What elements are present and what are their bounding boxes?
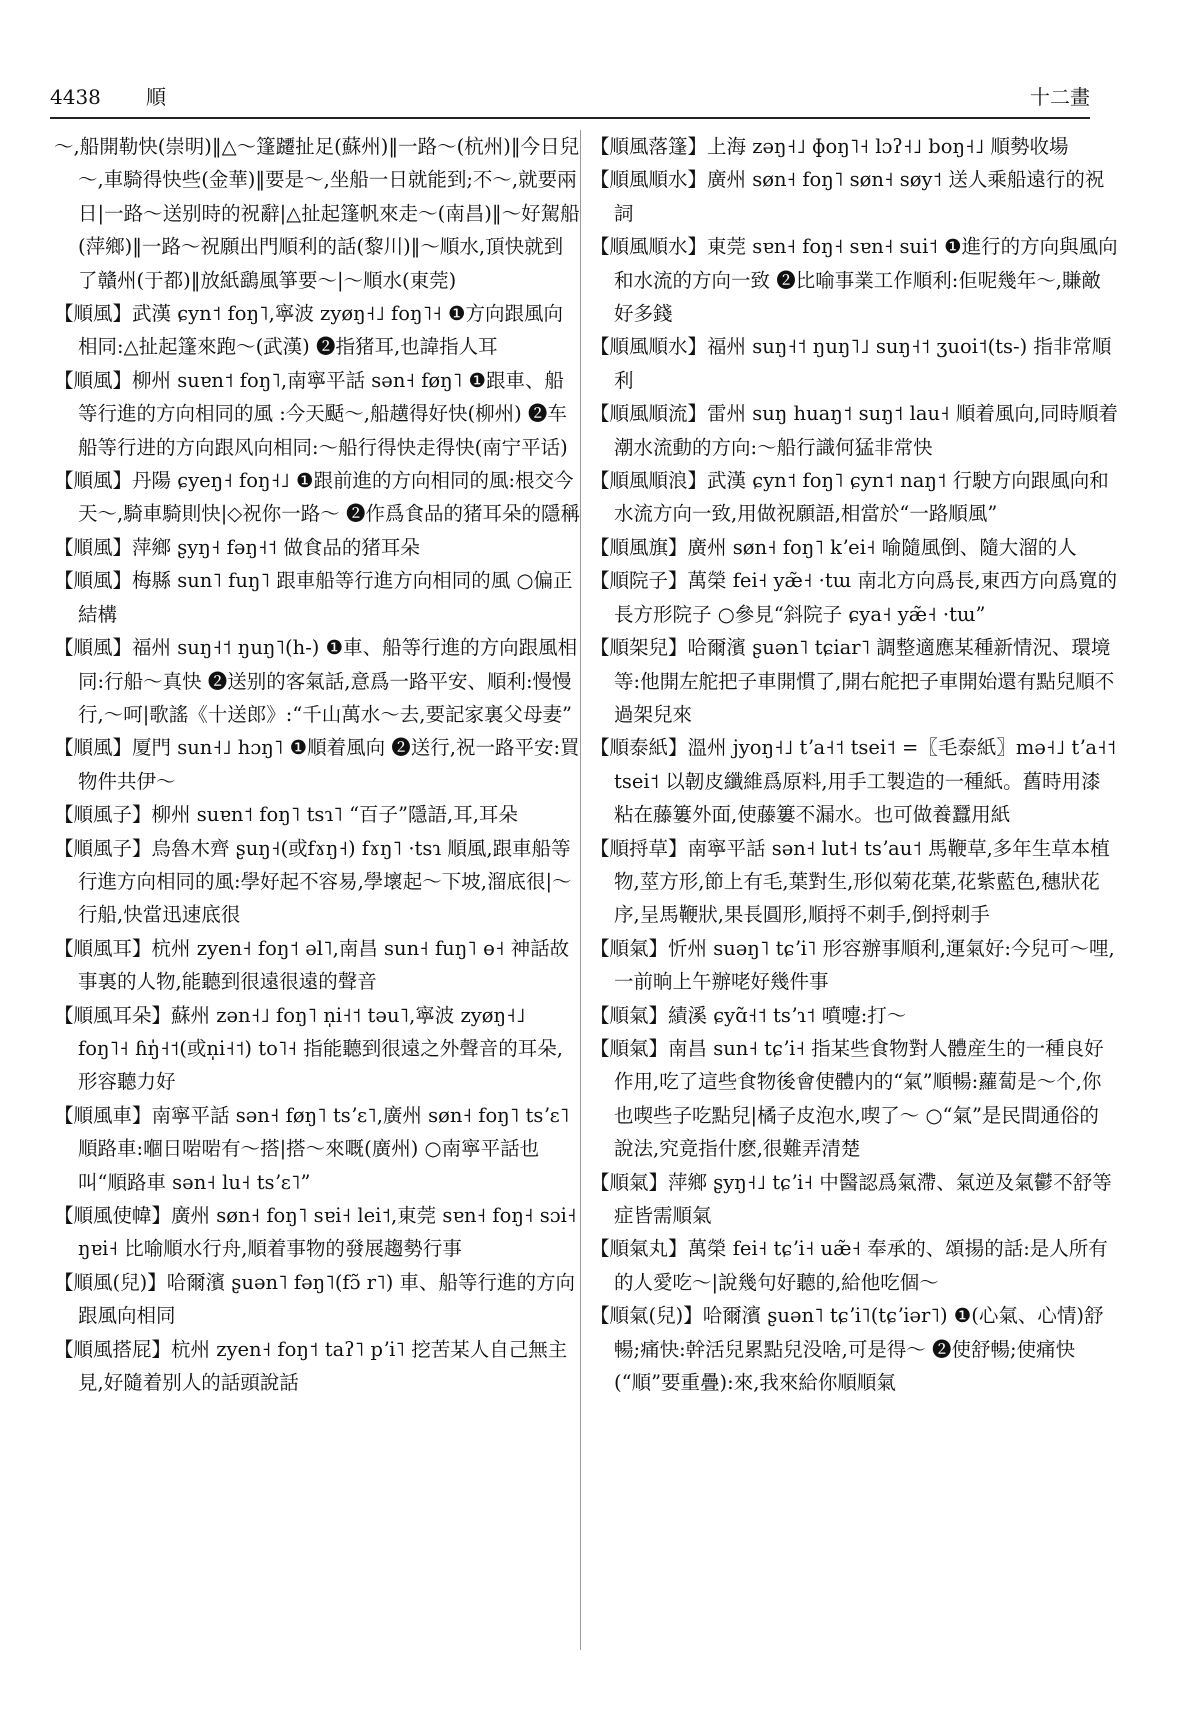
dictionary-entry: 【順氣(兒)】哈爾濱 ʂuən˥ tɕʼi˥(tɕʼiər˥) ❶(心氣、心情)舒暢;痛快:幹活兒累點兒没啥,可是得～ ❷使舒暢;使痛快(“順”要重疊):來,我來給你順順氣: [590, 1304, 1104, 1395]
dictionary-entry: 【順氣】績溪 ɕyɑ̃˧˦ tsʼɿ˦ 噴嚏:打～: [590, 1003, 907, 1027]
dictionary-entry: 【順風】萍鄉 ʂyŋ˧ fəŋ˧˦ 做食品的猪耳朵: [54, 535, 420, 559]
dictionary-entry: 【順風順水】廣州 søn˧ foŋ˥ søn˧ søy˦ 送人乘船遠行的祝詞: [590, 168, 1105, 225]
dictionary-entry: 【順氣】南昌 sun˧ tɕʼi˧ 指某些食物對人體産生的一種良好作用,吃了這些食物後會使體内的“氣”順暢:蘿蔔是～个,你也喫些子吃點兒|橘子皮泡水,喫了～ ○“氣”是民間通俗的說法,究竟指什麽,很難弄清楚: [590, 1036, 1104, 1161]
section-label: 十二畫: [1030, 85, 1090, 109]
dictionary-entry: 【順風】武漢 ɕyn˦ foŋ˥,寧波 zyøŋ˧˩ foŋ˥˧ ❶方向跟風向相同:△扯起篷來跑～(武漢) ❷指猪耳,也諱指人耳: [54, 302, 563, 359]
dictionary-entry: 【順風子】柳州 suɐn˦ foŋ˥ tsɿ˥ “百子”隱語,耳,耳朵: [54, 803, 518, 827]
dictionary-entry: 【順風旗】廣州 søn˧ foŋ˥ kʼei˧ 喻隨風倒、隨大溜的人: [590, 535, 1077, 559]
dictionary-entry: 【順泰紙】溫州 jyoŋ˧˩ tʼa˧˦ tsei˦ =〖毛泰紙〗mə˧˩ tʼa˧˦ tsei˦ 以韌皮纖維爲原料,用手工製造的一種紙。舊時用漆粘在藤簍外面,使藤簍不漏水。也可做養蠶用紙: [590, 736, 1117, 827]
dictionary-entry: 【順架兒】哈爾濱 ʂuən˥ tɕiar˥ 調整適應某種新情況、環境等:他開左舵把子車開慣了,開右舵把子車開始還有點兒順不過架兒來: [590, 636, 1115, 726]
dictionary-entry: 【順風車】南寧平話 sən˧ føŋ˥ tsʼɛ˥,廣州 søn˧ foŋ˥ tsʼɛ˥ 順路車:嗰日啱啱有～搭|搭～來嘅(廣州) ○南寧平話也叫“順路車 sən˧ lu˧ tsʼɛ˥”: [54, 1103, 570, 1194]
dictionary-entry: 【順風順流】雷州 suŋ huaŋ˦ suŋ˦ lau˧ 順着風向,同時順着潮水流動的方向:～船行識何猛非常快: [590, 402, 1119, 459]
dictionary-entry: 【順氣】萍鄉 ʂyŋ˧˩ tɕʼi˧ 中醫認爲氣滯、氣逆及氣鬱不舒等症皆需順氣: [590, 1170, 1112, 1227]
dictionary-entry: 【順風耳】杭州 zyen˧ foŋ˦ əl˥,南昌 sun˧ fuŋ˥ ɵ˧ 神話故事裏的人物,能聽到很遠很遠的聲音: [54, 936, 570, 994]
dictionary-entry: 【順捋草】南寧平話 sən˧ lut˧ tsʼau˦ 馬鞭草,多年生草本植物,莖方形,節上有毛,葉對生,形似菊花葉,花紫藍色,穗狀花序,呈馬鞭狀,果長圓形,順捋不刺手,倒捋刺手: [590, 836, 1110, 927]
page-number: 4438: [50, 85, 101, 109]
dictionary-entry: 【順風子】烏魯木齊 ʂuŋ˧(或fɤŋ˧) fɤŋ˥ ·tsɿ 順風,跟車船等行進方向相同的風:學好起不容易,學壞起～下坡,溜底很|～行船,快當迅速底很: [54, 836, 572, 927]
page-header: [50, 80, 1090, 114]
dictionary-entry: 【順風】丹陽 ɕyeŋ˧ foŋ˧˩ ❶跟前進的方向相同的風:根交今天～,騎車騎則快|◇祝你一路～ ❷作爲食品的猪耳朵的隱稱: [54, 469, 580, 526]
dictionary-entry: 【順氣】忻州 suəŋ˥ tɕʼi˥ 形容辦事順利,運氣好:今兒可～哩,一前晌上午辦咾好幾件事: [590, 936, 1115, 994]
page-title: 順: [146, 85, 166, 109]
dictionary-entry: 【順風搭屁】杭州 zyen˧ foŋ˦ taʔ˥ pʼi˥ 挖苦某人自己無主見,好隨着别人的話頭說話: [54, 1337, 568, 1395]
dictionary-entry: 【順風耳朵】蘇州 zən˧˩ foŋ˥ n̩i˧˦ təu˥,寧波 zyøŋ˧˩ foŋ˥˧ ɦŋ̍˧˦(或n̩i˧˦) to˥˧ 指能聽到很遠之外聲音的耳朵,形容聽力好: [54, 1003, 563, 1094]
column-divider: [580, 130, 581, 1650]
dictionary-entry: 【順風使幃】廣州 søn˧ foŋ˥ sɐi˧ lei˦,東莞 sɐn˧ foŋ˧ sɔi˧ ŋɐi˧ 比喻順水行舟,順着事物的發展趨勢行事: [54, 1204, 577, 1261]
dictionary-entry: 【順風】福州 suŋ˧˦ ŋuŋ˥(h-) ❶車、船等行進的方向跟風相同:行船～真快 ❷送别的客氣話,意爲一路平安、順利:慢慢行,～呵|歌謠《十送郎》:“千山萬水～去,要記家裏父母妻”: [54, 636, 578, 726]
dictionary-entry: 【順風順水】東莞 sɐn˧ foŋ˧ sɐn˧ sui˦ ❶進行的方向與風向和水流的方向一致 ❷比喻事業工作順利:佢呢幾年～,賺敵好多錢: [590, 235, 1118, 326]
dictionary-entry: 【順氣丸】萬榮 fei˧ tɕʼi˧ uæ̃˧ 奉承的、頌揚的話:是人所有的人愛吃～|說幾句好聽的,給他吃個～: [590, 1237, 1108, 1294]
dictionary-entry: 【順院子】萬榮 fei˧ yæ̃˧ ·tɯ 南北方向爲長,東西方向爲寬的長方形院子 ○參見“斜院子 ɕya˧ yæ̃˧ ·tɯ”: [590, 569, 1118, 626]
dictionary-entry: 【順風順水】福州 suŋ˧˦ ŋuŋ˥˩ suŋ˧˦ ʒuoi˦(ts-) 指非常順利: [590, 335, 1112, 392]
dictionary-entry: 【順風】梅縣 sun˥ fuŋ˥ 跟車船等行進方向相同的風 ○偏正結構: [54, 569, 573, 626]
dictionary-entry: 【順風】厦門 sun˧˩ hɔŋ˥ ❶順着風向 ❷送行,祝一路平安:買物件共伊～: [54, 736, 580, 793]
dictionary-entry: 【順風落篷】上海 zəŋ˧˩ ɸoŋ˥˧ lɔʔ˧˩ boŋ˧˩ 順勢收場: [590, 135, 1069, 158]
dictionary-entry: 【順風(兒)】哈爾濱 ʂuən˥ fəŋ˥(fɔ̃ r˥) 車、船等行進的方向跟風向相同: [54, 1270, 576, 1328]
dictionary-entry: 【順風】柳州 suɐn˦ foŋ˥,南寧平話 sən˧ føŋ˥ ❶跟車、船等行進的方向相同的風 :今天颳～,船趪得好快(柳州) ❷车船等行进的方向跟风向相同:～船行得快走得快(南宁平话): [54, 368, 568, 459]
right-column: [590, 130, 1118, 1399]
header-rule: [50, 117, 1090, 119]
entry-continuation: ～,船開勒快(崇明)‖△～篷躚扯足(蘇州)‖一路～(杭州)‖今日兒～,車騎得快些(金華)‖要是～,坐船一日就能到;不～,就要兩日|一路～送别時的祝辭|△扯起篷帆來走～(南昌)‖～好駕船(萍鄉)‖一路～祝願出門順利的話(黎川)‖～順水,頂快就到了贛州(于都)‖放紙鷂風箏要～|～順水(東莞): [54, 135, 580, 292]
left-column: [54, 130, 582, 1399]
dictionary-entry: 【順風順浪】武漢 ɕyn˦ foŋ˥ ɕyn˦ naŋ˦ 行駛方向跟風向和水流方向一致,用做祝願語,相當於“一路順風”: [590, 469, 1109, 526]
